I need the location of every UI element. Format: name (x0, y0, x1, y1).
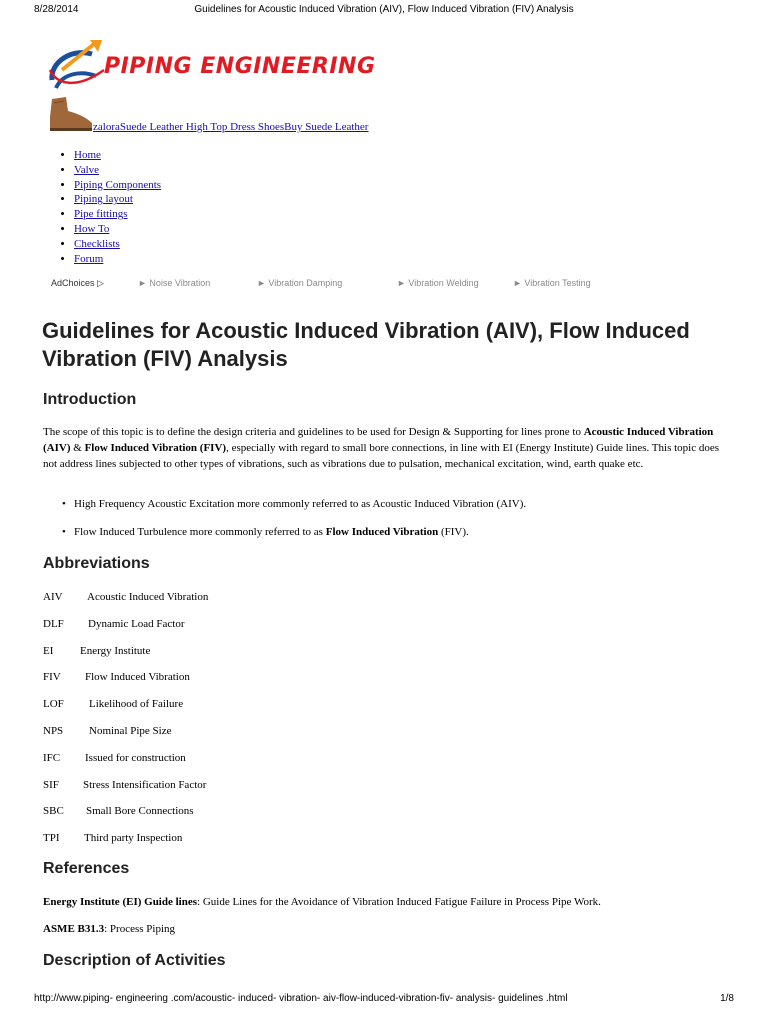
abbr-row (43, 617, 185, 631)
nav-item-valve (74, 163, 161, 178)
abbr-definition: Small Bore Connections (86, 805, 194, 817)
abbr-definition: Acoustic Induced Vibration (87, 591, 209, 603)
abbr-term: FIV (43, 671, 61, 683)
ad-keyword-link[interactable]: ► Vibration Welding (397, 278, 479, 288)
bullet-text: (FIV). (438, 526, 469, 538)
nav-item-how-to (74, 222, 161, 237)
abbr-term: SIF (43, 779, 59, 791)
abbr-row (43, 724, 172, 738)
main-nav (56, 148, 161, 266)
nav-link-piping-layout[interactable]: Piping layout (74, 193, 133, 206)
abbr-row (43, 670, 190, 684)
abbr-definition: Flow Induced Vibration (85, 671, 190, 683)
print-page-number: 1/8 (720, 993, 734, 1004)
abbr-row (43, 804, 194, 818)
abbr-term: NPS (43, 725, 64, 737)
intro-text: The scope of this topic is to define the design criteria and guidelines to be used for Design & Supporting for lines prone to (43, 426, 584, 438)
print-footer (0, 993, 768, 1007)
abbr-term: IFC (43, 752, 61, 764)
nav-item-pipe-fittings (74, 207, 161, 222)
nav-item-checklists (74, 237, 161, 252)
abbr-term: TPI (43, 832, 60, 844)
intro-text: , especially with regard to small bore connections, in line with EI (Energy Institute) Guide lines. This topic does not address lines subjected to other types of vibrations, such as vibrations due to pulsation, mechanical excitation, wind, earth quake etc. (43, 442, 720, 470)
intro-paragraph (43, 424, 723, 472)
intro-bold-aiv: Acoustic Induced Vibration (AIV) (43, 426, 714, 454)
ad-keyword-link[interactable]: ► Vibration Testing (513, 278, 591, 288)
intro-heading: Introduction (43, 391, 137, 408)
reference-title: ASME B31.3 (43, 923, 105, 935)
print-url: http://www.piping- engineering .com/acoustic- induced- vibration- aiv-flow-induced-vibration-fiv- analysis- guidelines .html (34, 993, 568, 1004)
reference-text: : Guide Lines for the Avoidance of Vibration Induced Fatigue Failure in Process Pipe Work. (197, 896, 601, 908)
reference-title: Energy Institute (EI) Guide lines (43, 896, 198, 908)
abbr-term: EI (43, 645, 54, 657)
intro-text: & (70, 442, 85, 454)
nav-link-forum[interactable]: Forum (74, 252, 104, 265)
abbr-term: DLF (43, 618, 64, 630)
print-date: 8/28/2014 (34, 4, 79, 15)
intro-bold-fiv: Flow Induced Vibration (FIV) (84, 442, 227, 454)
abbr-row (43, 644, 150, 658)
nav-link-valve[interactable]: Valve (74, 163, 100, 176)
nav-link-piping-components[interactable]: Piping Components (74, 178, 162, 191)
nav-link-how-to[interactable]: How To (74, 222, 110, 235)
abbr-row (43, 831, 182, 845)
logo-text: PIPING ENGINEERING (104, 54, 376, 79)
abbr-term: SBC (43, 805, 64, 817)
abbr-definition: Dynamic Load Factor (88, 618, 185, 630)
abbr-definition: Third party Inspection (84, 832, 183, 844)
print-header (0, 4, 768, 18)
nav-item-piping-layout (74, 192, 161, 207)
article-title: Guidelines for Acoustic Induced Vibration (AIV), Flow Induced Vibration (FIV) Analysis (42, 318, 690, 371)
abbr-definition: Stress Intensification Factor (83, 779, 207, 791)
ad-keyword-link[interactable]: ► Vibration Damping (257, 278, 343, 288)
nav-link-pipe-fittings[interactable]: Pipe fittings (74, 208, 128, 221)
adchoices-label[interactable]: AdChoices ▷ (51, 278, 104, 288)
abbr-term: AIV (43, 591, 63, 603)
nav-item-piping-components (74, 178, 161, 193)
abbr-row (43, 697, 183, 711)
nav-item-home (74, 148, 161, 163)
reference-text: : Process Piping (104, 923, 176, 935)
abbr-term: LOF (43, 698, 64, 710)
nav-link-checklists[interactable]: Checklists (74, 237, 120, 250)
references-heading: References (43, 860, 130, 877)
shoe-ad-image[interactable] (46, 95, 94, 133)
bullet-aiv: • High Frequency Acoustic Excitation more commonly referred to as Acoustic Induced Vibration (AIV). (74, 497, 526, 511)
abbr-definition: Nominal Pipe Size (89, 725, 172, 737)
description-heading: Description of Activities (43, 952, 226, 969)
reference-item (43, 922, 723, 936)
abbr-row (43, 778, 206, 792)
abbr-row (43, 590, 208, 604)
bullet-text: Flow Induced Turbulence more commonly referred to as (74, 526, 326, 538)
reference-item (43, 895, 723, 909)
nav-link-home[interactable]: Home (74, 149, 101, 161)
shoe-ad-link[interactable]: zaloraSuede Leather High Top Dress ShoesBuy Suede Leather (93, 121, 369, 133)
abbr-definition: Issued for construction (85, 752, 186, 764)
abbr-definition: Energy Institute (80, 645, 151, 657)
abbr-row (43, 751, 186, 765)
nav-item-forum (74, 252, 161, 267)
bullet-bold: Flow Induced Vibration (325, 526, 439, 538)
abbreviations-heading: Abbreviations (43, 555, 150, 572)
print-page-title: Guidelines for Acoustic Induced Vibration (AIV), Flow Induced Vibration (FIV) Analysis (194, 4, 574, 15)
bullet-fiv (74, 525, 469, 539)
ad-keyword-link[interactable]: ► Noise Vibration (138, 278, 211, 288)
abbr-definition: Likelihood of Failure (89, 698, 184, 710)
